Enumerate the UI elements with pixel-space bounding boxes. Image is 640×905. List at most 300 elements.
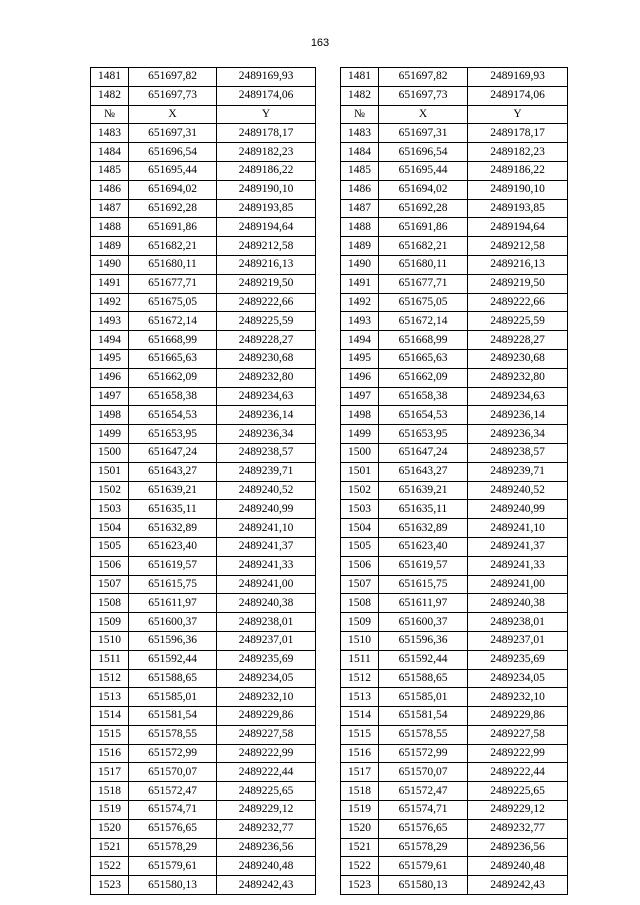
- left-x-coordinate-cell: 651697,73: [129, 86, 217, 105]
- column-gap: [316, 425, 341, 444]
- right-y-coordinate-cell: 2489236,34: [468, 425, 568, 444]
- column-gap: [316, 143, 341, 162]
- left-point-number-cell: 1486: [91, 180, 129, 199]
- right-x-coordinate-cell: 651580,13: [379, 876, 468, 895]
- column-gap: [316, 86, 341, 105]
- left-point-number-cell: 1507: [91, 575, 129, 594]
- right-y-coordinate-cell: 2489169,93: [468, 68, 568, 87]
- left-y-coordinate-cell: 2489234,05: [217, 669, 316, 688]
- left-point-number-cell: 1523: [91, 876, 129, 895]
- table-row: [91, 819, 568, 838]
- table-row: [91, 575, 568, 594]
- right-y-coordinate-cell: 2489232,80: [468, 368, 568, 387]
- right-x-coordinate-cell: 651682,21: [379, 237, 468, 256]
- left-x-coordinate-cell: 651623,40: [129, 537, 217, 556]
- column-gap: [316, 349, 341, 368]
- table-row: [91, 763, 568, 782]
- page-number: 163: [310, 37, 330, 49]
- left-y-coordinate-cell: 2489235,69: [217, 650, 316, 669]
- left-y-coordinate-cell: 2489227,58: [217, 725, 316, 744]
- column-gap: [316, 331, 341, 350]
- table-row: [91, 669, 568, 688]
- right-y-coordinate-cell: 2489228,27: [468, 331, 568, 350]
- table-row: [91, 274, 568, 293]
- right-x-coordinate-cell: 651665,63: [379, 349, 468, 368]
- right-point-number-cell: 1499: [341, 425, 379, 444]
- right-y-coordinate-cell: 2489236,14: [468, 406, 568, 425]
- right-point-number-cell: 1507: [341, 575, 379, 594]
- table-row: [91, 744, 568, 763]
- left-y-coordinate-cell: 2489240,52: [217, 481, 316, 500]
- right-x-coordinate-cell: 651635,11: [379, 500, 468, 519]
- left-y-coordinate-cell: 2489241,00: [217, 575, 316, 594]
- right-x-coordinate-cell: X: [379, 105, 468, 124]
- column-gap: [316, 744, 341, 763]
- left-y-coordinate-cell: 2489216,13: [217, 255, 316, 274]
- right-x-coordinate-cell: 651697,31: [379, 124, 468, 143]
- left-y-coordinate-cell: 2489193,85: [217, 199, 316, 218]
- left-point-number-cell: 1506: [91, 556, 129, 575]
- right-point-number-cell: 1485: [341, 161, 379, 180]
- left-point-number-cell: 1492: [91, 293, 129, 312]
- table-row: [91, 368, 568, 387]
- left-point-number-cell: 1515: [91, 725, 129, 744]
- table-row: [91, 688, 568, 707]
- right-point-number-cell: 1481: [341, 68, 379, 87]
- right-x-coordinate-cell: 651662,09: [379, 368, 468, 387]
- right-y-coordinate-cell: 2489227,58: [468, 725, 568, 744]
- left-x-coordinate-cell: 651665,63: [129, 349, 217, 368]
- left-point-number-cell: 1503: [91, 500, 129, 519]
- right-point-number-cell: 1510: [341, 631, 379, 650]
- left-point-number-cell: 1491: [91, 274, 129, 293]
- column-gap: [316, 443, 341, 462]
- left-x-coordinate-cell: 651581,54: [129, 707, 217, 726]
- right-y-coordinate-cell: 2489219,50: [468, 274, 568, 293]
- right-y-coordinate-cell: 2489236,56: [468, 838, 568, 857]
- left-point-number-cell: 1501: [91, 462, 129, 481]
- table-row: [91, 331, 568, 350]
- left-point-number-cell: 1495: [91, 349, 129, 368]
- table-row: [91, 782, 568, 801]
- left-x-coordinate-cell: 651611,97: [129, 594, 217, 613]
- right-y-coordinate-cell: 2489239,71: [468, 462, 568, 481]
- column-gap: [316, 68, 341, 87]
- table-row: [91, 556, 568, 575]
- left-y-coordinate-cell: 2489238,57: [217, 443, 316, 462]
- right-y-coordinate-cell: 2489178,17: [468, 124, 568, 143]
- right-x-coordinate-cell: 651611,97: [379, 594, 468, 613]
- left-point-number-cell: 1500: [91, 443, 129, 462]
- column-gap: [316, 255, 341, 274]
- left-y-coordinate-cell: 2489186,22: [217, 161, 316, 180]
- right-y-coordinate-cell: 2489194,64: [468, 218, 568, 237]
- right-point-number-cell: 1521: [341, 838, 379, 857]
- right-point-number-cell: 1508: [341, 594, 379, 613]
- right-y-coordinate-cell: 2489241,00: [468, 575, 568, 594]
- right-x-coordinate-cell: 651696,54: [379, 143, 468, 162]
- right-point-number-cell: 1509: [341, 613, 379, 632]
- left-x-coordinate-cell: 651680,11: [129, 255, 217, 274]
- left-point-number-cell: 1511: [91, 650, 129, 669]
- right-y-coordinate-cell: 2489241,37: [468, 537, 568, 556]
- column-gap: [316, 575, 341, 594]
- table-row: [91, 68, 568, 87]
- column-gap: [316, 669, 341, 688]
- left-y-coordinate-cell: 2489222,44: [217, 763, 316, 782]
- left-y-coordinate-cell: 2489238,01: [217, 613, 316, 632]
- right-x-coordinate-cell: 651668,99: [379, 331, 468, 350]
- table-row: [91, 349, 568, 368]
- right-point-number-cell: 1498: [341, 406, 379, 425]
- left-y-coordinate-cell: 2489174,06: [217, 86, 316, 105]
- right-point-number-cell: 1493: [341, 312, 379, 331]
- right-y-coordinate-cell: 2489225,59: [468, 312, 568, 331]
- column-gap: [316, 312, 341, 331]
- right-point-number-cell: 1484: [341, 143, 379, 162]
- left-x-coordinate-cell: 651691,86: [129, 218, 217, 237]
- left-point-number-cell: №: [91, 105, 129, 124]
- left-y-coordinate-cell: 2489222,99: [217, 744, 316, 763]
- right-x-coordinate-cell: 651615,75: [379, 575, 468, 594]
- column-gap: [316, 631, 341, 650]
- table-row: [91, 180, 568, 199]
- right-x-coordinate-cell: 651677,71: [379, 274, 468, 293]
- right-y-coordinate-cell: 2489186,22: [468, 161, 568, 180]
- left-x-coordinate-cell: 651632,89: [129, 519, 217, 538]
- right-x-coordinate-cell: 651680,11: [379, 255, 468, 274]
- column-gap: [316, 688, 341, 707]
- left-point-number-cell: 1485: [91, 161, 129, 180]
- left-x-coordinate-cell: 651619,57: [129, 556, 217, 575]
- table-row: [91, 255, 568, 274]
- column-gap: [316, 650, 341, 669]
- table-row: [91, 481, 568, 500]
- column-gap: [316, 105, 341, 124]
- right-point-number-cell: 1518: [341, 782, 379, 801]
- column-gap: [316, 556, 341, 575]
- column-gap: [316, 124, 341, 143]
- left-x-coordinate-cell: 651682,21: [129, 237, 217, 256]
- left-x-coordinate-cell: 651647,24: [129, 443, 217, 462]
- right-y-coordinate-cell: 2489238,57: [468, 443, 568, 462]
- left-x-coordinate-cell: 651579,61: [129, 857, 217, 876]
- right-y-coordinate-cell: 2489241,10: [468, 519, 568, 538]
- left-x-coordinate-cell: 651588,65: [129, 669, 217, 688]
- table-row: [91, 500, 568, 519]
- table-row: [91, 631, 568, 650]
- right-point-number-cell: 1488: [341, 218, 379, 237]
- left-x-coordinate-cell: 651696,54: [129, 143, 217, 162]
- right-x-coordinate-cell: 651592,44: [379, 650, 468, 669]
- right-x-coordinate-cell: 651691,86: [379, 218, 468, 237]
- left-point-number-cell: 1498: [91, 406, 129, 425]
- column-gap: [316, 838, 341, 857]
- right-y-coordinate-cell: 2489225,65: [468, 782, 568, 801]
- column-gap: [316, 218, 341, 237]
- table-row: [91, 143, 568, 162]
- left-x-coordinate-cell: 651695,44: [129, 161, 217, 180]
- right-x-coordinate-cell: 651576,65: [379, 819, 468, 838]
- left-y-coordinate-cell: 2489241,37: [217, 537, 316, 556]
- left-point-number-cell: 1496: [91, 368, 129, 387]
- right-y-coordinate-cell: 2489229,12: [468, 801, 568, 820]
- right-x-coordinate-cell: 651692,28: [379, 199, 468, 218]
- column-gap: [316, 274, 341, 293]
- left-y-coordinate-cell: 2489225,59: [217, 312, 316, 331]
- right-y-coordinate-cell: Y: [468, 105, 568, 124]
- column-gap: [316, 763, 341, 782]
- table-header-row: [91, 105, 568, 124]
- column-gap: [316, 613, 341, 632]
- column-gap: [316, 782, 341, 801]
- left-y-coordinate-cell: 2489230,68: [217, 349, 316, 368]
- left-x-coordinate-cell: 651576,65: [129, 819, 217, 838]
- right-y-coordinate-cell: 2489174,06: [468, 86, 568, 105]
- left-y-coordinate-cell: 2489232,77: [217, 819, 316, 838]
- left-x-coordinate-cell: 651697,82: [129, 68, 217, 87]
- right-x-coordinate-cell: 651619,57: [379, 556, 468, 575]
- left-point-number-cell: 1505: [91, 537, 129, 556]
- left-point-number-cell: 1504: [91, 519, 129, 538]
- column-gap: [316, 707, 341, 726]
- left-y-coordinate-cell: 2489240,48: [217, 857, 316, 876]
- table-row: [91, 801, 568, 820]
- left-point-number-cell: 1484: [91, 143, 129, 162]
- left-x-coordinate-cell: 651580,13: [129, 876, 217, 895]
- right-x-coordinate-cell: 651581,54: [379, 707, 468, 726]
- column-gap: [316, 876, 341, 895]
- right-x-coordinate-cell: 651653,95: [379, 425, 468, 444]
- left-x-coordinate-cell: 651672,14: [129, 312, 217, 331]
- left-x-coordinate-cell: 651592,44: [129, 650, 217, 669]
- column-gap: [316, 481, 341, 500]
- column-gap: [316, 500, 341, 519]
- right-point-number-cell: 1517: [341, 763, 379, 782]
- right-y-coordinate-cell: 2489237,01: [468, 631, 568, 650]
- left-y-coordinate-cell: 2489225,65: [217, 782, 316, 801]
- table-row: [91, 124, 568, 143]
- right-point-number-cell: 1482: [341, 86, 379, 105]
- right-point-number-cell: 1486: [341, 180, 379, 199]
- left-y-coordinate-cell: 2489219,50: [217, 274, 316, 293]
- right-y-coordinate-cell: 2489232,10: [468, 688, 568, 707]
- right-y-coordinate-cell: 2489193,85: [468, 199, 568, 218]
- right-x-coordinate-cell: 651623,40: [379, 537, 468, 556]
- left-y-coordinate-cell: 2489212,58: [217, 237, 316, 256]
- right-x-coordinate-cell: 651654,53: [379, 406, 468, 425]
- table-row: [91, 218, 568, 237]
- column-gap: [316, 161, 341, 180]
- left-point-number-cell: 1521: [91, 838, 129, 857]
- left-point-number-cell: 1520: [91, 819, 129, 838]
- right-y-coordinate-cell: 2489240,52: [468, 481, 568, 500]
- right-y-coordinate-cell: 2489240,48: [468, 857, 568, 876]
- left-x-coordinate-cell: 651635,11: [129, 500, 217, 519]
- column-gap: [316, 801, 341, 820]
- left-y-coordinate-cell: 2489242,43: [217, 876, 316, 895]
- right-point-number-cell: 1512: [341, 669, 379, 688]
- left-x-coordinate-cell: 651697,31: [129, 124, 217, 143]
- column-gap: [316, 237, 341, 256]
- table-row: [91, 707, 568, 726]
- left-y-coordinate-cell: 2489241,10: [217, 519, 316, 538]
- right-y-coordinate-cell: 2489240,38: [468, 594, 568, 613]
- right-y-coordinate-cell: 2489216,13: [468, 255, 568, 274]
- right-point-number-cell: 1520: [341, 819, 379, 838]
- right-x-coordinate-cell: 651647,24: [379, 443, 468, 462]
- right-point-number-cell: 1511: [341, 650, 379, 669]
- coordinates-table: [90, 67, 568, 895]
- left-x-coordinate-cell: 651694,02: [129, 180, 217, 199]
- right-point-number-cell: 1490: [341, 255, 379, 274]
- right-x-coordinate-cell: 651643,27: [379, 462, 468, 481]
- right-point-number-cell: 1513: [341, 688, 379, 707]
- left-point-number-cell: 1487: [91, 199, 129, 218]
- table-row: [91, 876, 568, 895]
- right-x-coordinate-cell: 651572,99: [379, 744, 468, 763]
- table-row: [91, 462, 568, 481]
- right-point-number-cell: 1492: [341, 293, 379, 312]
- coordinates-table-body: [91, 68, 568, 895]
- right-x-coordinate-cell: 651697,73: [379, 86, 468, 105]
- table-row: [91, 857, 568, 876]
- left-point-number-cell: 1508: [91, 594, 129, 613]
- left-y-coordinate-cell: 2489182,23: [217, 143, 316, 162]
- left-y-coordinate-cell: 2489228,27: [217, 331, 316, 350]
- left-point-number-cell: 1518: [91, 782, 129, 801]
- right-y-coordinate-cell: 2489241,33: [468, 556, 568, 575]
- left-point-number-cell: 1497: [91, 387, 129, 406]
- right-point-number-cell: 1522: [341, 857, 379, 876]
- right-point-number-cell: 1515: [341, 725, 379, 744]
- right-y-coordinate-cell: 2489212,58: [468, 237, 568, 256]
- right-point-number-cell: 1501: [341, 462, 379, 481]
- left-x-coordinate-cell: 651578,29: [129, 838, 217, 857]
- left-y-coordinate-cell: 2489241,33: [217, 556, 316, 575]
- left-point-number-cell: 1513: [91, 688, 129, 707]
- right-point-number-cell: 1506: [341, 556, 379, 575]
- left-x-coordinate-cell: 651615,75: [129, 575, 217, 594]
- left-x-coordinate-cell: 651658,38: [129, 387, 217, 406]
- right-x-coordinate-cell: 651588,65: [379, 669, 468, 688]
- table-row: [91, 406, 568, 425]
- right-x-coordinate-cell: 651672,14: [379, 312, 468, 331]
- right-point-number-cell: 1502: [341, 481, 379, 500]
- right-y-coordinate-cell: 2489238,01: [468, 613, 568, 632]
- right-y-coordinate-cell: 2489222,44: [468, 763, 568, 782]
- left-point-number-cell: 1502: [91, 481, 129, 500]
- table-row: [91, 387, 568, 406]
- right-y-coordinate-cell: 2489222,99: [468, 744, 568, 763]
- left-y-coordinate-cell: 2489236,14: [217, 406, 316, 425]
- left-x-coordinate-cell: 651654,53: [129, 406, 217, 425]
- left-point-number-cell: 1482: [91, 86, 129, 105]
- right-x-coordinate-cell: 651572,47: [379, 782, 468, 801]
- left-x-coordinate-cell: 651572,99: [129, 744, 217, 763]
- column-gap: [316, 199, 341, 218]
- table-row: [91, 161, 568, 180]
- left-point-number-cell: 1481: [91, 68, 129, 87]
- right-point-number-cell: 1489: [341, 237, 379, 256]
- table-row: [91, 443, 568, 462]
- table-row: [91, 537, 568, 556]
- right-point-number-cell: 1505: [341, 537, 379, 556]
- right-y-coordinate-cell: 2489242,43: [468, 876, 568, 895]
- right-point-number-cell: 1503: [341, 500, 379, 519]
- left-y-coordinate-cell: 2489232,80: [217, 368, 316, 387]
- column-gap: [316, 406, 341, 425]
- left-y-coordinate-cell: 2489222,66: [217, 293, 316, 312]
- table-row: [91, 613, 568, 632]
- right-point-number-cell: 1487: [341, 199, 379, 218]
- column-gap: [316, 594, 341, 613]
- column-gap: [316, 387, 341, 406]
- left-y-coordinate-cell: 2489240,38: [217, 594, 316, 613]
- left-point-number-cell: 1493: [91, 312, 129, 331]
- table-row: [91, 838, 568, 857]
- left-x-coordinate-cell: 651675,05: [129, 293, 217, 312]
- left-x-coordinate-cell: 651570,07: [129, 763, 217, 782]
- left-x-coordinate-cell: 651692,28: [129, 199, 217, 218]
- right-point-number-cell: 1514: [341, 707, 379, 726]
- column-gap: [316, 857, 341, 876]
- column-gap: [316, 725, 341, 744]
- right-y-coordinate-cell: 2489234,63: [468, 387, 568, 406]
- right-y-coordinate-cell: 2489235,69: [468, 650, 568, 669]
- right-point-number-cell: 1523: [341, 876, 379, 895]
- right-x-coordinate-cell: 651639,21: [379, 481, 468, 500]
- right-x-coordinate-cell: 651574,71: [379, 801, 468, 820]
- left-point-number-cell: 1494: [91, 331, 129, 350]
- left-y-coordinate-cell: 2489229,12: [217, 801, 316, 820]
- left-y-coordinate-cell: 2489236,56: [217, 838, 316, 857]
- left-y-coordinate-cell: 2489234,63: [217, 387, 316, 406]
- left-y-coordinate-cell: 2489229,86: [217, 707, 316, 726]
- left-point-number-cell: 1516: [91, 744, 129, 763]
- right-y-coordinate-cell: 2489240,99: [468, 500, 568, 519]
- left-y-coordinate-cell: 2489178,17: [217, 124, 316, 143]
- left-point-number-cell: 1509: [91, 613, 129, 632]
- left-y-coordinate-cell: 2489190,10: [217, 180, 316, 199]
- right-y-coordinate-cell: 2489232,77: [468, 819, 568, 838]
- left-x-coordinate-cell: 651585,01: [129, 688, 217, 707]
- right-x-coordinate-cell: 651578,55: [379, 725, 468, 744]
- left-y-coordinate-cell: 2489194,64: [217, 218, 316, 237]
- left-point-number-cell: 1519: [91, 801, 129, 820]
- right-x-coordinate-cell: 651695,44: [379, 161, 468, 180]
- right-x-coordinate-cell: 651600,37: [379, 613, 468, 632]
- column-gap: [316, 519, 341, 538]
- table-row: [91, 650, 568, 669]
- left-x-coordinate-cell: 651639,21: [129, 481, 217, 500]
- right-y-coordinate-cell: 2489190,10: [468, 180, 568, 199]
- left-point-number-cell: 1512: [91, 669, 129, 688]
- column-gap: [316, 293, 341, 312]
- right-point-number-cell: 1519: [341, 801, 379, 820]
- right-point-number-cell: 1500: [341, 443, 379, 462]
- right-y-coordinate-cell: 2489222,66: [468, 293, 568, 312]
- right-x-coordinate-cell: 651585,01: [379, 688, 468, 707]
- table-row: [91, 199, 568, 218]
- left-point-number-cell: 1517: [91, 763, 129, 782]
- right-point-number-cell: 1496: [341, 368, 379, 387]
- left-x-coordinate-cell: X: [129, 105, 217, 124]
- column-gap: [316, 819, 341, 838]
- right-x-coordinate-cell: 651579,61: [379, 857, 468, 876]
- right-y-coordinate-cell: 2489229,86: [468, 707, 568, 726]
- right-point-number-cell: 1516: [341, 744, 379, 763]
